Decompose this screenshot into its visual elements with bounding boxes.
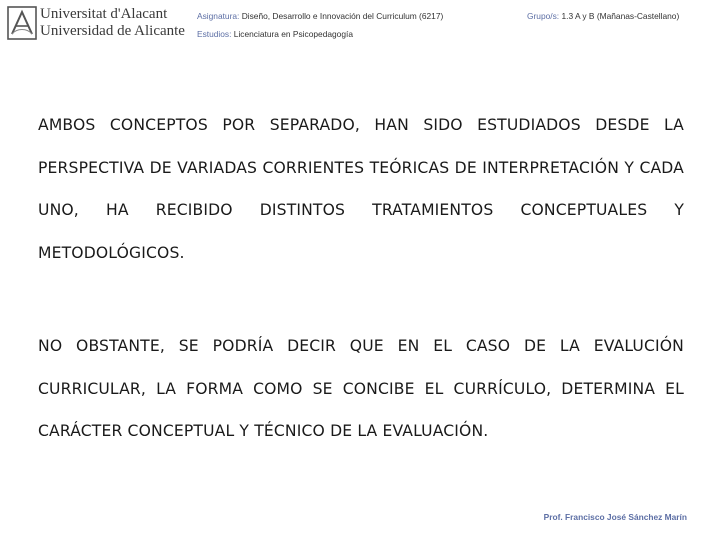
- page-header: [0, 0, 720, 46]
- estudios-label: Estudios:: [197, 29, 232, 39]
- asignatura-value: Diseño, Desarrollo e Innovación del Curriculum (6217): [241, 11, 444, 21]
- logo-text-spanish: Universidad de Alicante: [40, 23, 185, 39]
- university-logo: [7, 6, 183, 42]
- asignatura-label: Asignatura:: [197, 11, 240, 21]
- paragraph-1: AMBOS CONCEPTOS POR SEPARADO, HAN SIDO ESTUDIADOS DESDE LA PERSPECTIVA DE VARIADAS CORRIENTES TEÓRICAS DE INTERPRETACIÓN Y CADA UNO, HA RECIBIDO DISTINTOS TRATAMIENTOS CONCEPTUALES Y METODOLÓGICOS.: [38, 116, 684, 262]
- university-logo-icon: [7, 6, 37, 40]
- estudios-line: [197, 29, 353, 39]
- logo-text-valencian: Universitat d'Alacant: [40, 6, 168, 22]
- grupo-label: Grupo/s:: [527, 11, 560, 21]
- estudios-value: Licenciatura en Psicopedagogía: [233, 29, 353, 39]
- asignatura-line: [197, 11, 443, 21]
- grupo-line: [527, 11, 679, 21]
- grupo-value: 1.3 A y B (Mañanas-Castellano): [561, 11, 680, 21]
- paragraph-2: NO OBSTANTE, SE PODRÍA DECIR QUE EN EL CASO DE LA EVALUCIÓN CURRICULAR, LA FORMA COMO SE CONCIBE EL CURRÍCULO, DETERMINA EL CARÁCTER CONCEPTUAL Y TÉCNICO DE LA EVALUACIÓN.: [38, 337, 684, 440]
- author-footer: Prof. Francisco José Sánchez Marín: [543, 512, 687, 522]
